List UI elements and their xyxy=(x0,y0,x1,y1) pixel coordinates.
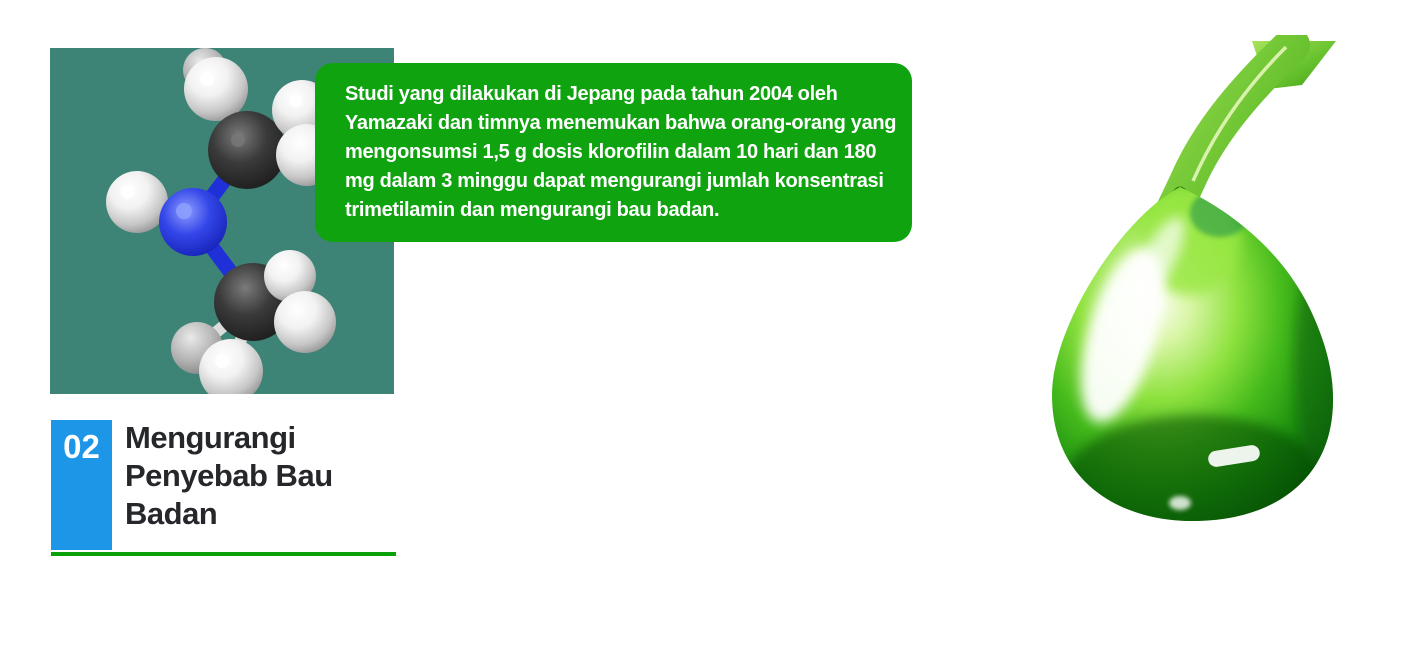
chlorophyll-drop-image xyxy=(1030,35,1350,535)
section-title-underline xyxy=(51,552,396,556)
section-title: Mengurangi Penyebab Bau Badan xyxy=(125,420,333,531)
callout-line: mg dalam 3 minggu dapat mengurangi jumlah konsentrasi xyxy=(345,170,884,192)
callout-line: Studi yang dilakukan di Jepang pada tahun 2004 oleh xyxy=(345,83,838,105)
section-number-block xyxy=(51,420,112,550)
study-callout xyxy=(315,63,912,242)
chlorophyll-drop-graphic xyxy=(1030,35,1350,535)
callout-line: mengonsumsi 1,5 g dosis klorofilin dalam 10 hari dan 180 xyxy=(345,141,877,163)
callout-line: trimetilamin dan mengurangi bau badan. xyxy=(345,199,720,221)
callout-line: Yamazaki dan timnya menemukan bahwa orang-orang yang xyxy=(345,112,897,134)
section-number: 02 xyxy=(63,428,100,465)
